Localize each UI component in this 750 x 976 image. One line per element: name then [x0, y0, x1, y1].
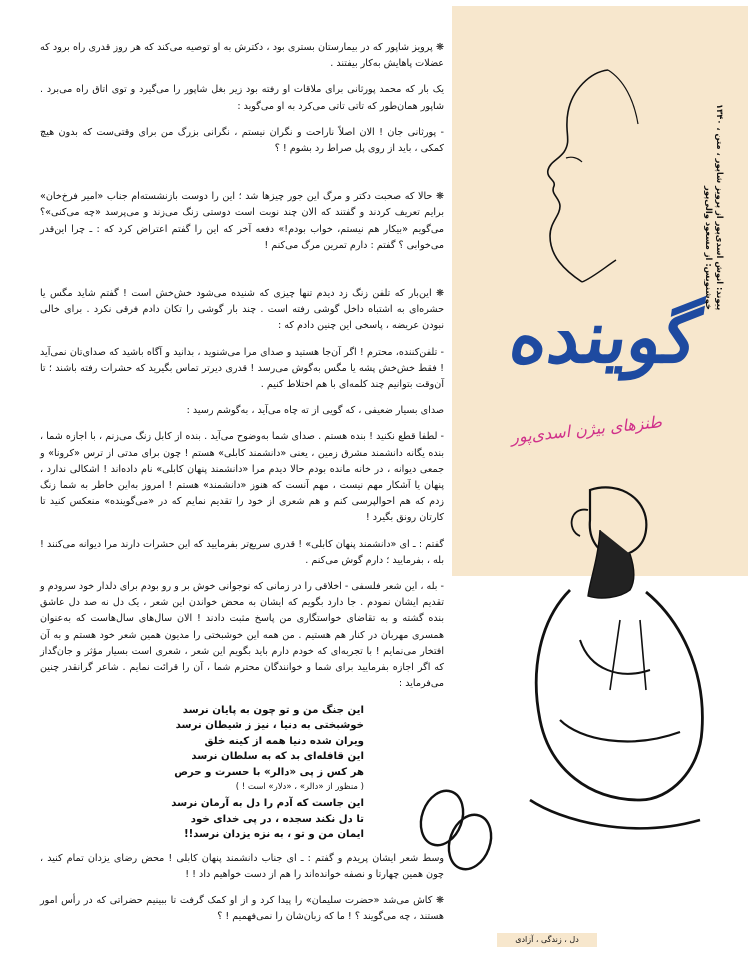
poem-line: این جاست که آدم را دل به آرمان نرسد: [171, 798, 364, 810]
poem-note: ( منظور از «دالر» ، «دلار» است ! ): [235, 782, 364, 793]
poem-line: ویران شده دنیا همه از کینه خلق: [204, 735, 364, 747]
subtitle: طنزهای بیژن اسدی‌پور: [510, 412, 663, 447]
paragraph: ❋ حالا که صحبت دکتر و مرگ این جور چیزها شد ؛ این را دوست بازنشسته‌ام جناب «امیر فرخ‌خان» برایم تعریف کردند و گفتند که الان چند نوبت است دوستی زنگ می‌زند و می‌پرسد «چه می‌کنی»؟ می‌گویم «بیکار هم نیستم، خواب بودم!» دفعه آخر که این را گفتم اعتراض کرد که : ـ چرا این‌قدر می‌خوابی ؟ گفتم : دارم تمرین مرگ می‌کنم !: [40, 191, 444, 251]
spacer: [40, 264, 444, 286]
credit-line: خوشنویس: از مسعود والی‌پور: [704, 186, 714, 310]
credit-line: پیوند: انوش اسدی‌پور از پرویز شاپور ، متن ، ۱۳۴۰: [715, 103, 725, 310]
paragraph: - بله ، این شعر فلسفی - اخلاقی را در زمانی که نوجوانی خوش بر و رو بودم برای دلدار خود سرودم و تقدیم ایشان نمودم . جا دارد بگویم که ایشان به محض خواندن این شعر ، یک دل نه صد دل عاشق بنده گشته و به تقاضای خواستگاری من پاسخ مثبت دادند ! الان سال‌های سال‌هاست که به‌عنوان همسری مهربان در کنار هم هستیم . من همه این خوشبختی را مدیون همین شعر خود هستم و به آن افتخار می‌نمایم ! با تجربه‌ای که خودم دارم باید بگویم این شعر ، شعری است بسیار مؤثر و جان‌گداز که اگر اجازه بفرمایید برای شما و خوانندگان محترم شما ، آن را قرائت نمایم . شاعر گرانقدر چنین می‌فرماید :: [40, 581, 444, 690]
paragraph: ❋ پرویز شاپور که در بیمارستان بستری بود ، دکترش به او توصیه می‌کند که هر روز قدری راه برود که عضلات پاهایش به‌کار بیفتند .: [40, 42, 444, 70]
poem-line: خوشبختی به دنیا ، نیز ز شیطان نرسد: [175, 720, 364, 732]
paragraph: - لطفا قطع نکنید ! بنده هستم . صدای شما به‌وضوح می‌آید . بنده از کابل زنگ می‌زنم ، با اجازه شما ، بنده یگانه دانشمند مشرق زمین ، یعنی «دانشمند کابلی» هستم ! چون برای مدتی از ترس «کرونا» و جمعی دیوانه ، در خانه مانده بودم حالا دیدم مرا «دانشمند پنهان کابلی» نام داده‌اند ! اشکالی ندارد ، پنهان یا آشکار مهم نیست ، مهم آنست که هنوز «دانشمند» هستم ! امروز به‌این خاطر به شما زنگ زدم که هم احوالپرسی کنم و هم شعری از خود را تقدیم نمایم که در «می‌گوینده» منعکس کنید تا کارتان رونق بگیرد !: [40, 431, 444, 524]
paragraph: ❋ این‌بار که تلفن زنگ زد دیدم تنها چیزی که شنیده می‌شود خش‌خش است ! گفتم شاید مگس یا حشره‌ای به اشتباه داخل گوشی رفته است . چند بار گوشی را تکان دادم فرقی نکرد . برای خالی نبودن عریضه ، پاسخی این چنین دادم که :: [40, 288, 444, 332]
brand-title: گوینده: [504, 294, 706, 379]
credits-vertical: [685, 100, 725, 310]
face-sketch: [520, 60, 670, 290]
figure-sketch: [470, 470, 730, 900]
poem-line: تا دل نکند سجده ، در پی خدای خود: [190, 813, 364, 825]
paragraph: وسط شعر ایشان پریدم و گفتم : ـ ای جناب دانشمند پنهان کابلی ! محض رضای یزدان تمام کنید ، چون همین چهارتا و نصفه خوانده‌اند را هم از دست خواهیم داد ! !: [40, 852, 444, 881]
poem-line: این قافله‌ای بد که به سلطان نرسد: [191, 751, 364, 763]
footer-tag: دل ، زندگی ، آزادی: [497, 933, 597, 947]
spacer: [40, 167, 444, 189]
poem: [40, 703, 364, 843]
paragraph: - پورثانی جان ! الان اصلاً ناراحت و نگران نیستم ، نگرانی بزرگ من برای وقتی‌ست که بدون هیچ کمکی ، باید از روی پل صراط رد بشوم ! ؟: [40, 126, 444, 155]
paragraph: - تلفن‌کننده‌، محترم ! اگر آن‌جا هستید و صدای مرا می‌شنوید ، بدانید و آگاه باشید که صدای‌تان نمی‌آید ! فقط خش‌خش پشه یا مگس به‌گوش می‌رسد ! قدری دیرتر تماس بگیرید که حشرات رفته باشند ؛ تا آن‌وقت بتوانیم چند کلمه‌ای با هم اختلاط کنیم .: [40, 346, 444, 391]
paragraph: گفتم : ـ ای «دانشمند پنهان کابلی» ! قدری سریع‌تر بفرمایید که این حشرات دارند مرا دیوانه می‌کنند ! بله ، بفرمایید ؛ دارم گوش می‌کنم .: [40, 538, 444, 566]
poem-line: هر کس ز پی «دالر» با حسرت و حرص: [174, 766, 364, 778]
article-text: [40, 40, 444, 940]
poem-line: ایمان من و تو ، به نزه یزدان نرسد!!: [183, 829, 364, 841]
poem-line: این جنگ من و تو چون به پایان نرسد: [182, 704, 364, 716]
paragraph: ❋ کاش می‌شد «حضرت سلیمان» را پیدا کرد و از او کمک گرفت تا ببینیم حضراتی که در رأس امور هستند ، چه می‌گویند ؟ ! ما که زبان‌شان را نمی‌فهمیم ! ؟: [40, 895, 444, 923]
paragraph: صدای بسیار ضعیفی ، که گویی از ته چاه می‌آید ، به‌گوشم رسید :: [186, 405, 444, 417]
paragraph: یک بار که محمد پورثانی برای ملاقات او رفته بود زیر بغل شاپور را می‌گیرد و توی اتاق راه می‌برد . شاپور همان‌طور که تاتی تاتی می‌کرد به او می‌گوید :: [40, 84, 444, 112]
